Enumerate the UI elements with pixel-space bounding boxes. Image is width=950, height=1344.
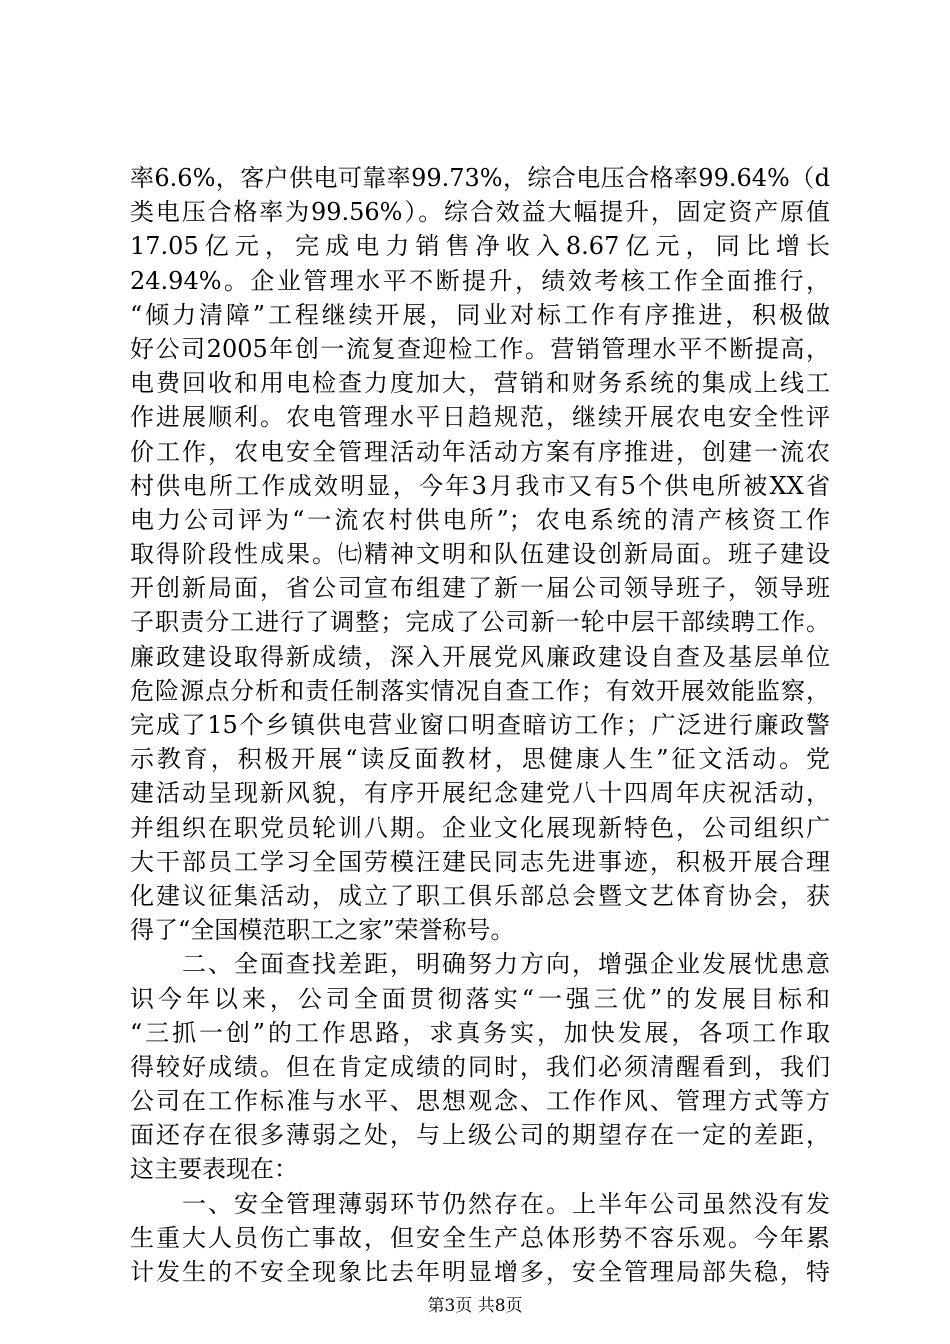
text-line: 示教育，积极开展“读反面教材，思健康人生”征文活动。党 <box>130 745 830 774</box>
text-line: 价工作，农电安全管理活动年活动方案有序推进，创建一流农 <box>130 437 830 466</box>
text-line: 子职责分工进行了调整；完成了公司新一轮中层干部续聘工作。 <box>130 608 830 637</box>
text-line: 得较好成绩。但在肯定成绩的同时，我们必须清醒看到，我们 <box>130 1052 830 1081</box>
text-line: 率6.6%，客户供电可靠率99.73%，综合电压合格率99.64%（d <box>130 164 830 192</box>
document-body <box>130 161 830 1289</box>
text-line: 生重大人员伤亡事故，但安全生产总体形势不容乐观。今年累 <box>130 1223 830 1252</box>
text-line: 廉政建设取得新成绩，深入开展党风廉政建设自查及基层单位 <box>130 642 830 671</box>
text-line: 建活动呈现新风貌，有序开展纪念建党八十四周年庆祝活动， <box>130 779 830 808</box>
text-line: 村供电所工作成效明显，今年3月我市又有5个供电所被XX省 <box>130 471 830 500</box>
text-line: “三抓一创”的工作思路，求真务实，加快发展，各项工作取 <box>130 1018 830 1047</box>
text-line: 大干部员工学习全国劳模汪建民同志先进事迹，积极开展合理 <box>130 847 830 876</box>
text-line: 并组织在职党员轮训八期。企业文化展现新特色，公司组织广 <box>130 813 830 842</box>
text-line: 电力公司评为“一流农村供电所”；农电系统的清产核资工作 <box>130 505 830 534</box>
text-line: 24.94%。企业管理水平不断提升，绩效考核工作全面推行， <box>130 266 830 295</box>
text-line: 17.05亿元，完成电力销售净收入8.67亿元，同比增长 <box>130 232 830 261</box>
text-line: 好公司2005年创一流复查迎检工作。营销管理水平不断提高， <box>130 334 830 363</box>
text-line: 识今年以来，公司全面贯彻落实“一强三优”的发展目标和 <box>130 984 830 1013</box>
text-line: 取得阶段性成果。㈦精神文明和队伍建设创新局面。班子建设 <box>130 540 830 569</box>
text-line: 开创新局面，省公司宣布组建了新一届公司领导班子，领导班 <box>130 574 830 603</box>
text-line: 计发生的不安全现象比去年明显增多，安全管理局部失稳，特 <box>130 1258 830 1286</box>
text-line: 作进展顺利。农电管理水平日趋规范，继续开展农电安全性评 <box>130 403 830 432</box>
text-line: 类电压合格率为99.56%）。综合效益大幅提升，固定资产原值 <box>130 198 830 227</box>
page-footer: 第3页 共8页 <box>427 1296 523 1316</box>
text-line: “倾力清障”工程继续开展，同业对标工作有序推进，积极做 <box>130 300 830 329</box>
text-line: 得了“全国模范职工之家”荣誉称号。 <box>130 916 515 945</box>
text-line: 二、全面查找差距，明确努力方向，增强企业发展忧患意 <box>130 950 830 979</box>
text-line: 完成了15个乡镇供电营业窗口明查暗访工作；广泛进行廉政警 <box>130 711 830 739</box>
text-line: 危险源点分析和责任制落实情况自查工作；有效开展效能监察， <box>130 676 830 705</box>
text-line: 电费回收和用电检查力度加大，营销和财务系统的集成上线工 <box>130 369 830 398</box>
text-line: 化建议征集活动，成立了职工俱乐部总会暨文艺体育协会，获 <box>130 881 830 910</box>
text-line: 面还存在很多薄弱之处，与上级公司的期望存在一定的差距， <box>130 1121 830 1150</box>
text-line: 这主要表现在： <box>130 1155 298 1184</box>
text-line: 一、安全管理薄弱环节仍然存在。上半年公司虽然没有发 <box>130 1189 830 1218</box>
text-line: 公司在工作标准与水平、思想观念、工作作风、管理方式等方 <box>130 1087 830 1116</box>
